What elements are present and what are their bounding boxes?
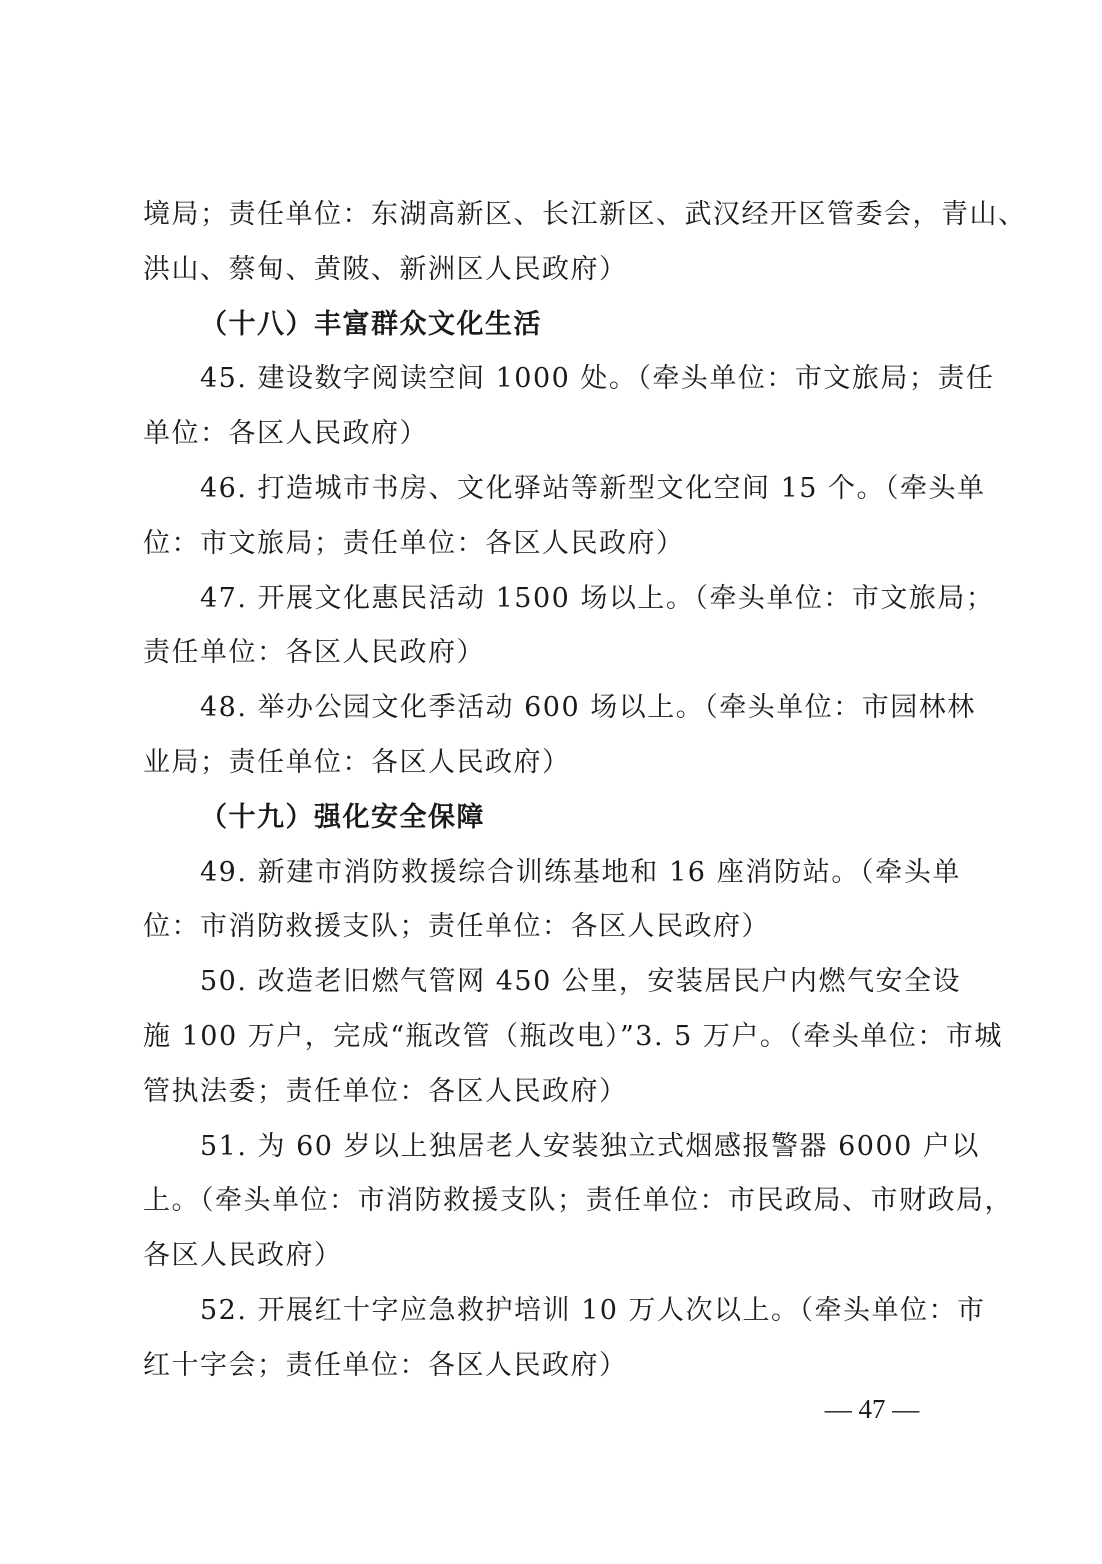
section-heading: （十八）丰富群众文化生活 — [200, 308, 542, 340]
text-line: 施 100 万户，完成“瓶改管（瓶改电）”3. 5 万户。（牵头单位：市城 — [143, 1020, 1003, 1052]
text-line: 洪山、蔡甸、黄陂、新洲区人民政府） — [143, 253, 628, 285]
body-text — [143, 188, 1027, 1394]
text-line: 责任单位：各区人民政府） — [143, 637, 485, 669]
section-heading: （十九）强化安全保障 — [200, 801, 485, 833]
text-line: 45. 建设数字阅读空间 1000 处。（牵头单位：市文旅局；责任 — [200, 363, 995, 395]
text-line: 红十字会；责任单位：各区人民政府） — [143, 1349, 628, 1381]
text-line: 47. 开展文化惠民活动 1500 场以上。（牵头单位：市文旅局； — [200, 582, 995, 614]
text-line: 各区人民政府） — [143, 1240, 343, 1272]
text-line: 48. 举办公园文化季活动 600 场以上。（牵头单位：市园林林 — [200, 692, 976, 724]
page-number: — 47 — — [824, 1394, 920, 1424]
text-line: 境局；责任单位：东湖高新区、长江新区、武汉经开区管委会，青山、 — [143, 199, 1027, 230]
text-line: 上。（牵头单位：市消防救援支队；责任单位：市民政局、市财政局， — [143, 1185, 1013, 1217]
text-line: 49. 新建市消防救援综合训练基地和 16 座消防站。（牵头单 — [200, 856, 961, 888]
text-line: 50. 改造老旧燃气管网 450 公里，安装居民户内燃气安全设 — [200, 966, 961, 998]
text-line: 业局；责任单位：各区人民政府） — [143, 746, 571, 778]
text-line: 单位：各区人民政府） — [143, 418, 428, 450]
text-line: 位：市文旅局；责任单位：各区人民政府） — [143, 527, 685, 559]
text-line: 46. 打造城市书房、文化驿站等新型文化空间 15 个。（牵头单 — [200, 472, 986, 504]
text-line: 52. 开展红十字应急救护培训 10 万人次以上。（牵头单位：市 — [200, 1294, 986, 1326]
text-line: 位：市消防救援支队；责任单位：各区人民政府） — [143, 911, 770, 943]
text-line: 管执法委；责任单位：各区人民政府） — [143, 1075, 628, 1107]
text-line: 51. 为 60 岁以上独居老人安装独立式烟感报警器 6000 户以 — [200, 1130, 980, 1162]
